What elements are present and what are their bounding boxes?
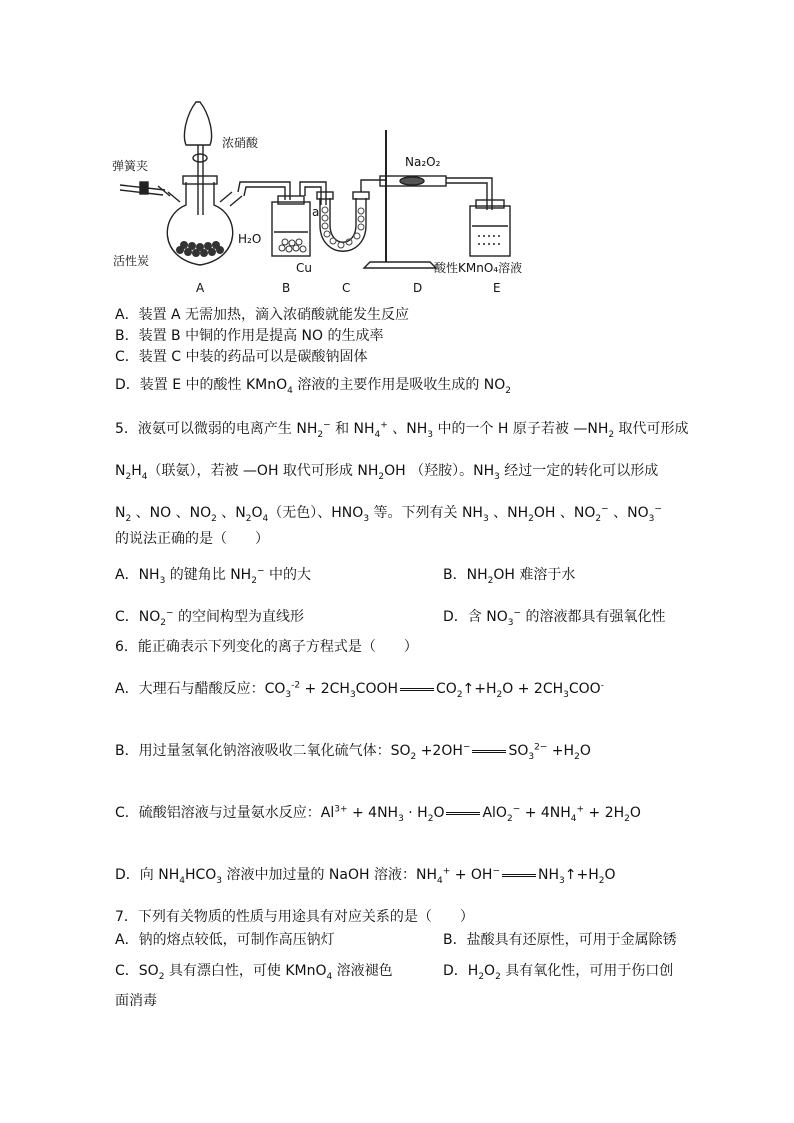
label-conc-nitric: 浓硝酸 <box>222 136 259 150</box>
q4-option-a: A．装置 A 无需加热，滴入浓硝酸就能发生反应 <box>115 307 410 323</box>
label-D: D <box>413 281 423 295</box>
label-tube-a: a <box>312 205 320 219</box>
q4-option-b: B．装置 B 中铜的作用是提高 NO 的生成率 <box>115 328 384 344</box>
q5-option-a: A．$NH_3$ 的键角比 $NH_2^-$ 中的大 <box>115 566 311 586</box>
q6-stem: 6．能正确表示下列变化的离子方程式是（ ） <box>115 639 418 655</box>
q7-option-d-continued: 面消毒 <box>115 993 157 1009</box>
q4-option-c: C．装置 C 中装的药品可以是碳酸钠固体 <box>115 349 368 365</box>
q5-line2: $N_2H_4$（联氨），若被 —OH 取代可形成 $NH_2OH$ （羟胺）。$NH_3$ 经过一定的转化可以形成 <box>115 463 659 482</box>
label-copper: Cu <box>296 261 312 275</box>
q7-option-b: B．盐酸具有还原性，可用于金属除锈 <box>443 932 677 948</box>
label-spring-clip: 弹簧夹 <box>112 159 149 173</box>
label-activated-carbon: 活性炭 <box>113 254 150 268</box>
label-B: B <box>282 281 291 295</box>
copper-granules <box>279 239 306 252</box>
q4-option-d: D．装置 E 中的酸性 KMnO$_4$ 溶液的主要作用是吸收生成的 $NO_2$ <box>115 377 512 396</box>
activated-carbon-granules <box>176 241 224 257</box>
apparatus-diagram <box>0 0 794 300</box>
q6-option-a: A．大理石与醋酸反应：$CO_3^{-2}$ + $2CH_3COOH$ $CO_2↑+H_2O + 2CH_3COO^-$ <box>115 680 604 700</box>
q6-option-b: B．用过量氢氧化钠溶液吸收二氧化硫气体：$SO_2 +2OH^-$ $SO_3^{2-} +H_2O$ <box>115 742 591 762</box>
label-na2o2: Na₂O₂ <box>405 155 441 169</box>
label-acid-kmno4: 酸性KMnO₄溶液 <box>434 261 523 275</box>
q5-option-c: C．$NO_2^-$ 的空间构型为直线形 <box>115 608 305 628</box>
separatory-funnel <box>184 102 211 145</box>
label-C: C <box>342 281 351 295</box>
q5-line4: 的说法正确的是（ ） <box>115 531 269 547</box>
label-A: A <box>196 281 205 295</box>
q5-line3: $N_2$ 、NO 、$NO_2$ 、$N_2O_4$（无色）、$HNO_3$ 等。下列有关 $NH_3$ 、$NH_2OH$ 、$NO_2^-$ 、$NO_3^-$ <box>115 504 662 524</box>
q5-option-d: D．含 $NO_3^-$ 的溶液都具有强氧化性 <box>443 608 666 628</box>
q7-option-d: D．$H_2O_2$ 具有氧化性，可用于伤口创 <box>443 963 674 982</box>
q6-option-d: D．向 $NH_4HCO_3$ 溶液中加过量的 NaOH 溶液：$NH_4^+ + OH^-$ $NH_3↑+H_2O$ <box>115 866 616 886</box>
q7-stem: 7．下列有关物质的性质与用途具有对应关系的是（ ） <box>115 909 474 925</box>
q5-line1: 5．液氨可以微弱的电离产生 $NH_2^-$ 和 $NH_4^+$ 、$NH_3$ 中的一个 H 原子若被 $—NH_2$ 取代可形成 <box>115 420 689 440</box>
wash-bottle-b <box>272 202 310 256</box>
label-water: H₂O <box>238 232 262 246</box>
wash-bottle-e <box>470 206 510 256</box>
q5-option-b: B．$NH_2OH$ 难溶于水 <box>443 567 576 586</box>
q7-option-c: C．$SO_2$ 具有漂白性，可使 KMnO$_4$ 溶液褪色 <box>115 963 393 982</box>
q6-option-c: C．硫酸铝溶液与过量氨水反应：$Al^{3+} + 4NH_3 \cdot H_2O$ $AlO_2^- + 4NH_4^+ + 2H_2O$ <box>115 804 641 824</box>
label-E: E <box>493 281 501 295</box>
q7-option-a: A．钠的熔点较低，可制作高压钠灯 <box>115 932 335 948</box>
